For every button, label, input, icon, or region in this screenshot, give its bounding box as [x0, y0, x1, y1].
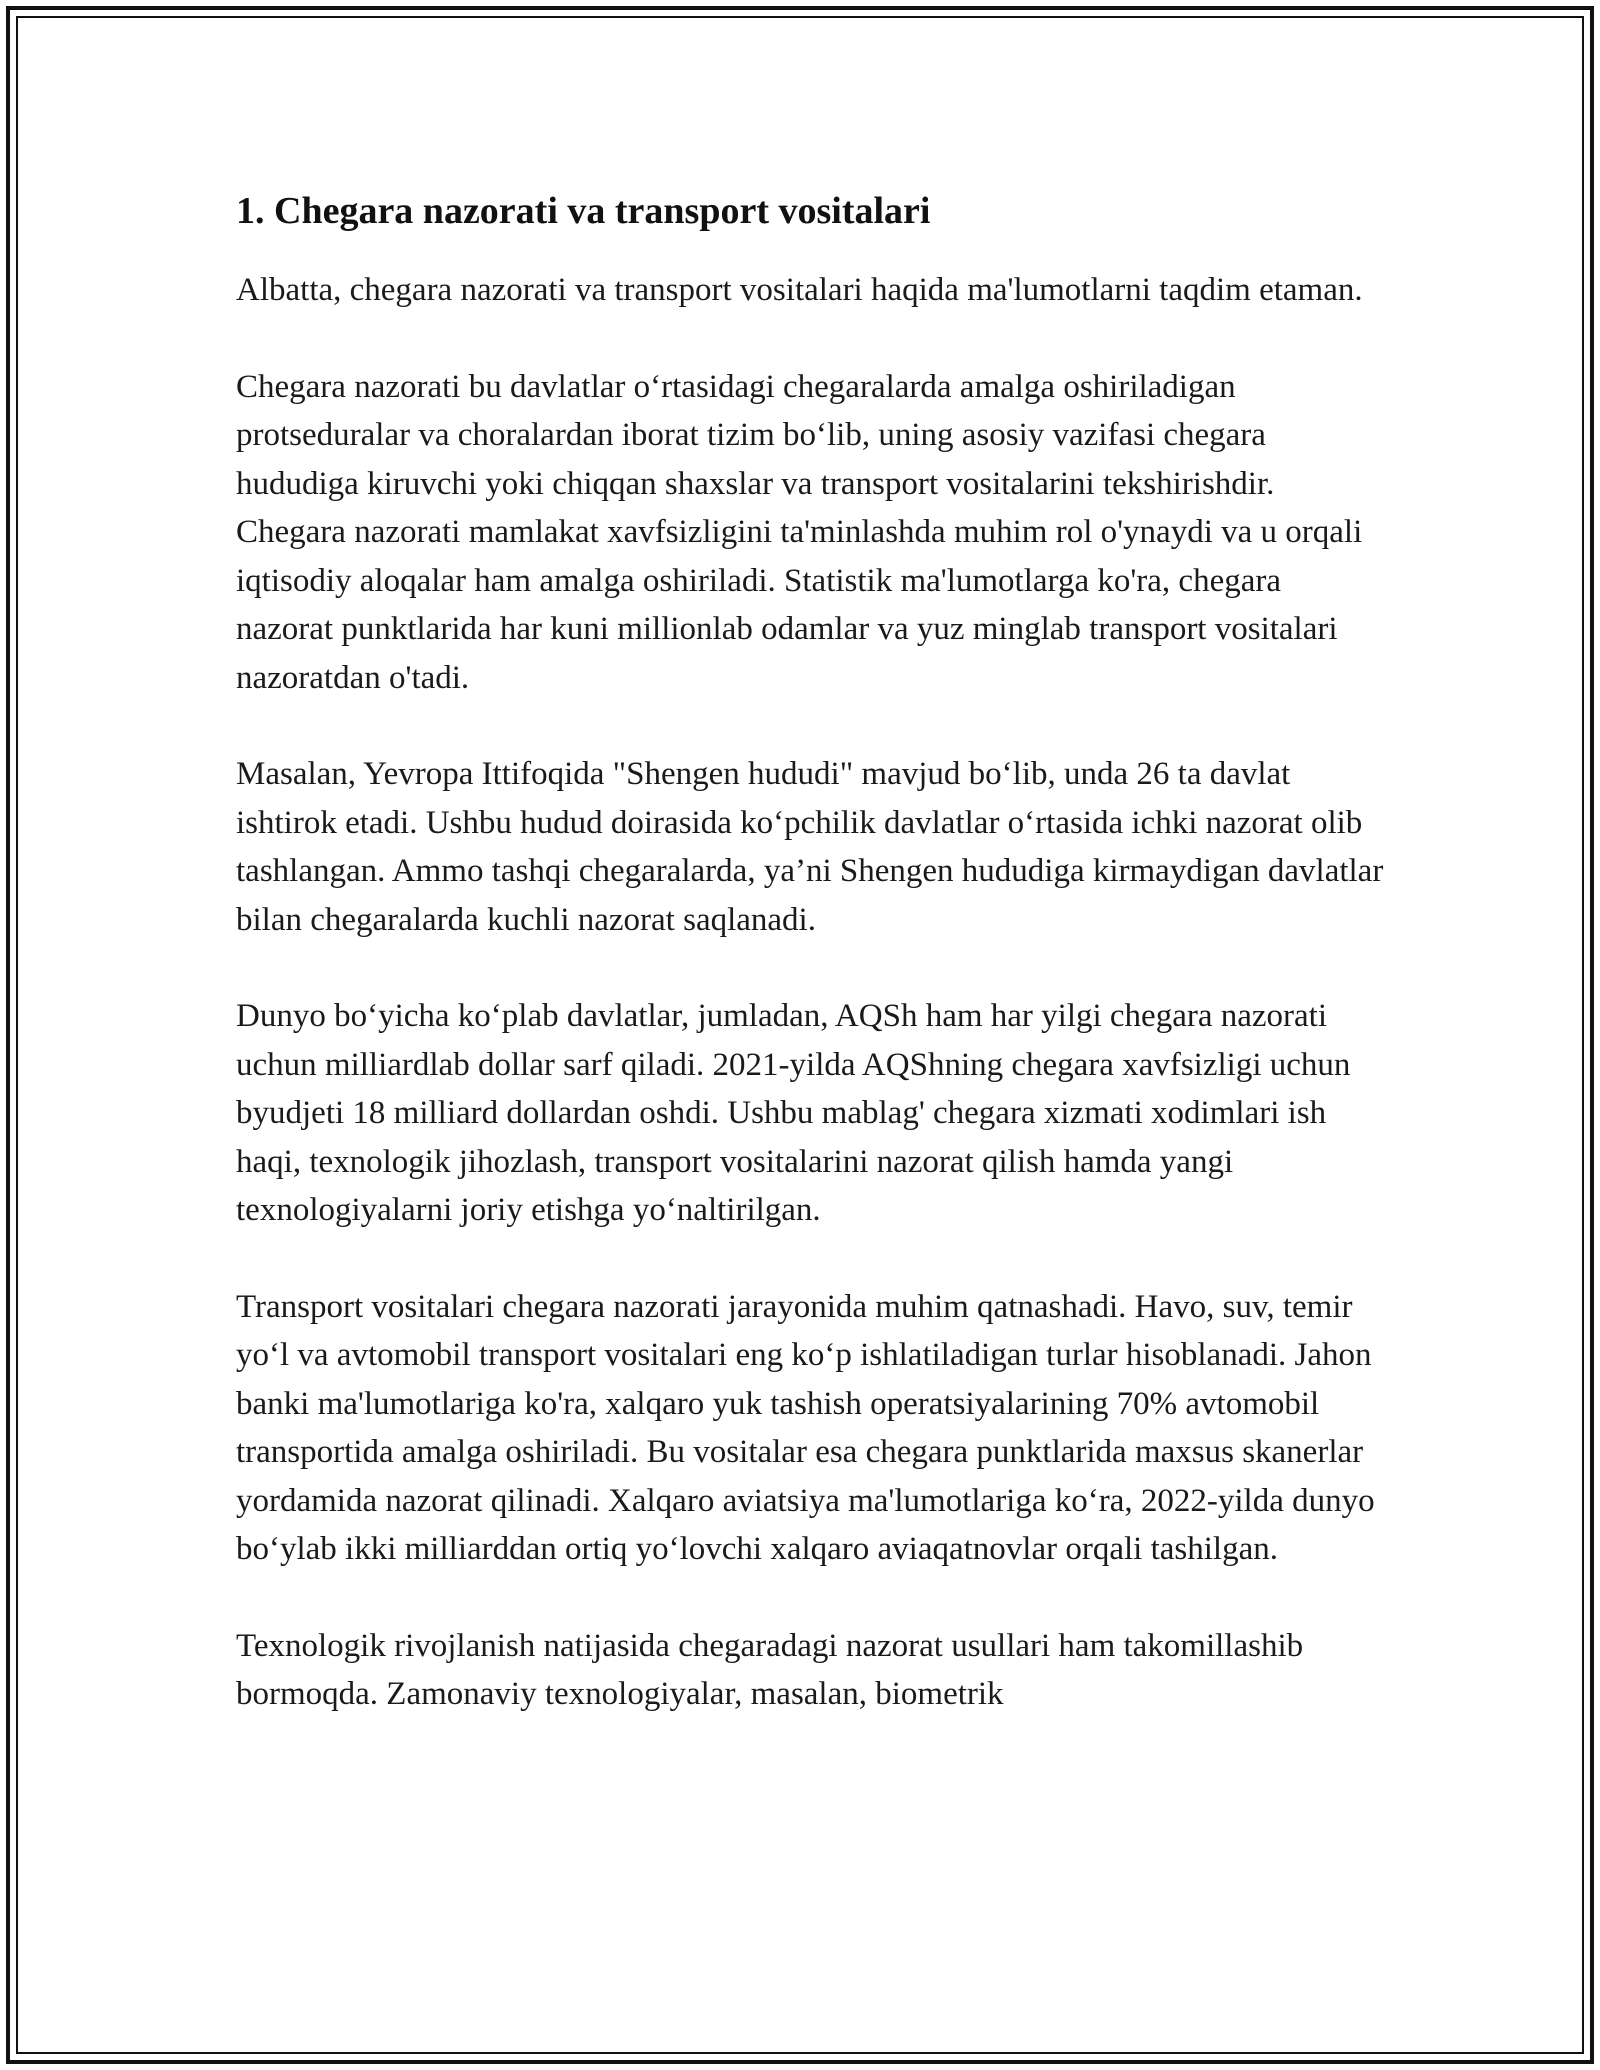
paragraph-border-control: Chegara nazorati bu davlatlar o‘rtasidagi chegaralarda amalga oshiriladigan protseduralar va choralardan iborat tizim bo‘lib, uning asosiy vazifasi chegara hududiga kiruvchi yoki chiqqan shaxslar va transport vositalarini tekshirishdir. Chegara nazorati mamlakat xavfsizligini ta'minlashda muhim rol o'ynaydi va u orqali iqtisodiy aloqalar ham amalga oshiriladi. Statistik ma'lumotlarga ko'ra, chegara nazorat punktlarida har kuni millionlab odamlar va yuz minglab transport vositalari nazoratdan o'tadi. — [236, 368, 1363, 696]
section-heading: 1. Chegara nazorati va transport vositalari — [236, 190, 931, 232]
paragraph-schengen: Masalan, Yevropa Ittifoqida "Shengen hududi" mavjud bo‘lib, unda 26 ta davlat ishtirok etadi. Ushbu hudud doirasida ko‘pchilik davlatlar o‘rtasida ichki nazorat olib tashlangan. Ammo tashqi chegaralarda, ya’ni Shengen hududiga kirmaydigan davlatlar bilan chegaralarda kuchli nazorat saqlanadi. — [236, 756, 1384, 938]
paragraph-technology: Texnologik rivojlanish natijasida chegaradagi nazorat usullari ham takomillashib bormoqda. Zamonaviy texnologiyalar, masalan, biometrik — [236, 1627, 1304, 1712]
paragraph-intro: Albatta, chegara nazorati va transport vositalari haqida ma'lumotlarni taqdim etaman. — [236, 272, 1363, 308]
paragraph-transport: Transport vositalari chegara nazorati jarayonida muhim qatnashadi. Havo, suv, temir yo‘l va avtomobil transport vositalari eng ko‘p ishlatiladigan turlar hisoblanadi. Jahon banki ma'lumotlariga ko'ra, xalqaro yuk tashish operatsiyalarining 70% avtomobil transportida amalga oshiriladi. Bu vositalar esa chegara punktlarida maxsus skanerlar yordamida nazorat qilinadi. Xalqaro aviatsiya ma'lumotlariga ko‘ra, 2022-yilda dunyo bo‘ylab ikki milliarddan ortiq yo‘lovchi xalqaro aviaqatnovlar orqali tashilgan. — [236, 1288, 1375, 1567]
paragraph-usa-budget: Dunyo bo‘yicha ko‘plab davlatlar, jumladan, AQSh ham har yilgi chegara nazorati uchun milliardlab dollar sarf qiladi. 2021-yilda AQShning chegara xavfsizligi uchun byudjeti 18 milliard dollardan oshdi. Ushbu mablag' chegara xizmati xodimlari ish haqi, texnologik jihozlash, transport vositalarini nazorat qilish hamda yangi texnologiyalarni joriy etishga yo‘naltirilgan. — [236, 998, 1351, 1228]
document-body — [236, 186, 1386, 1767]
